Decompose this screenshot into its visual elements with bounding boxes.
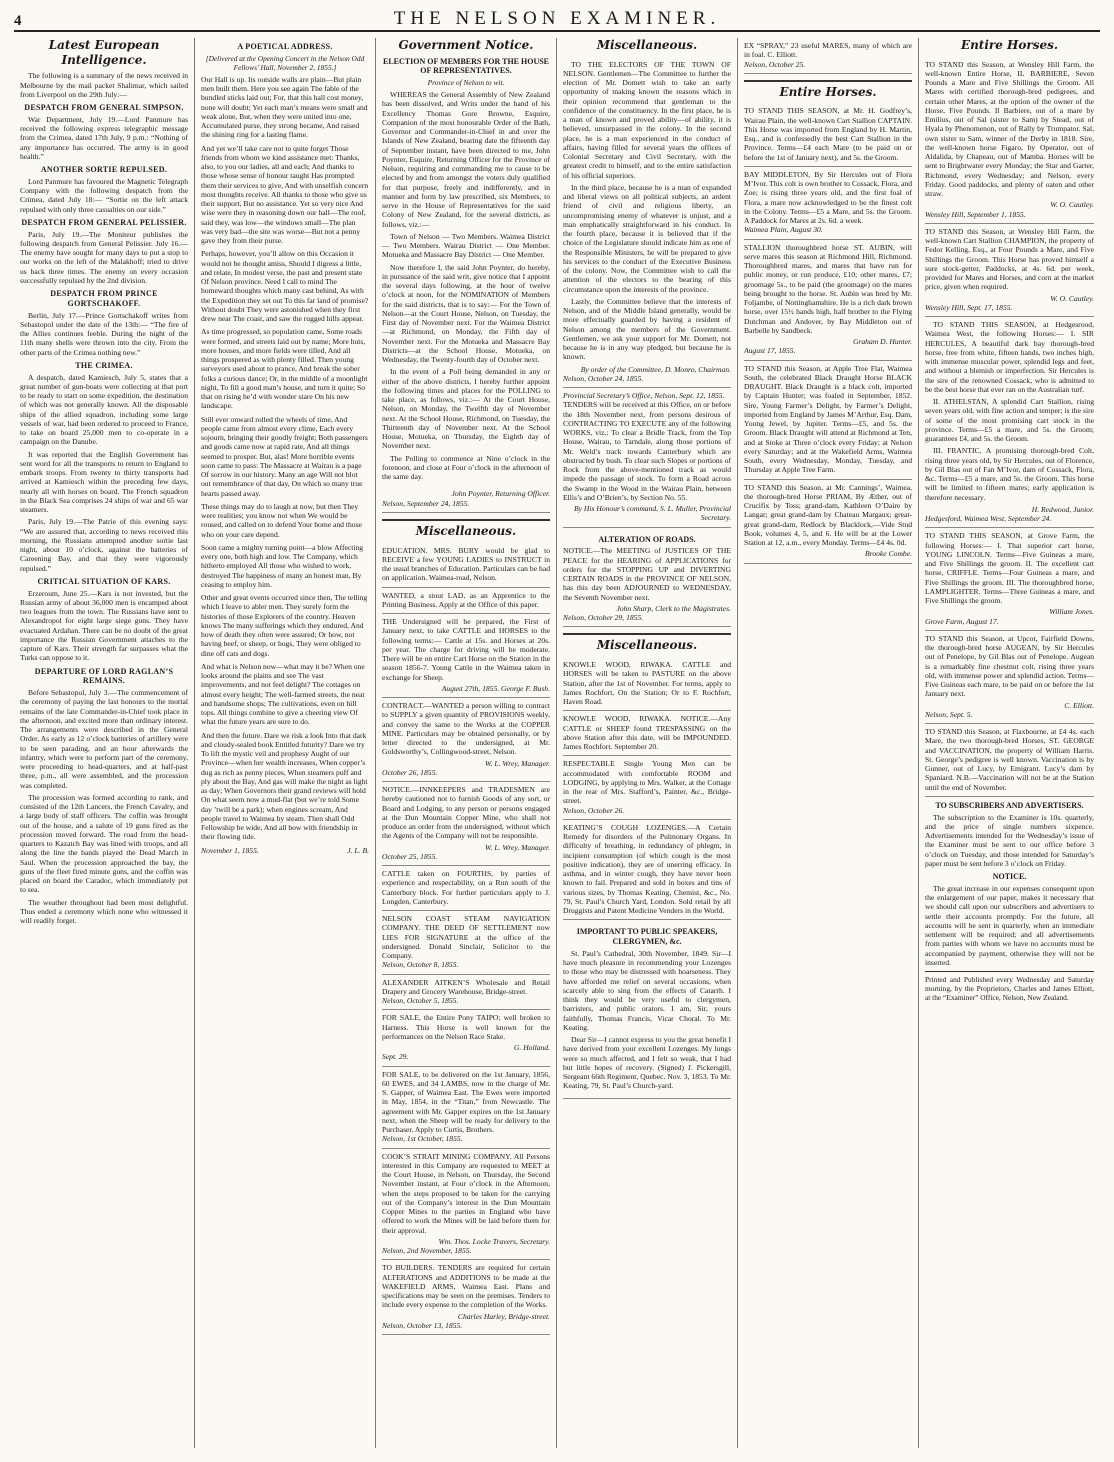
article-heading: DESPATCH FROM GENERAL SIMPSON.	[24, 103, 184, 112]
article-text: A despatch, dated Kamiesch, July 5, states that a great number of gun-boats were collecting at that port to be ready to start on some expedition, the destination of which was not generally known. All the disposable ships of the allied squadron, including some large vessels of war, had been ordered to proceed to France, to take on board 25,000 men to co-operate in a campaign on the Danube.	[20, 372, 188, 447]
notice-districts: Town of Nelson — Two Members. Waimea District — Two Members. Wairau District — One Member. Motueka and Massacre Bay District — One Member.	[382, 231, 550, 260]
ad-date: Grove Farm, August 17.	[925, 616, 999, 626]
advertisement	[925, 631, 1094, 724]
poem-stanza: And yet we’ll take care not to quite forget Those friends from whom we kind assistance met: Thanks, also, to you our ladies, all and each; And thanks to those whose sense of honour taught Has prompted them their services to give, And with unselfish concern most thoughts receive. All thanks to those who give us their support, But no assistance. Yet so very nice And wise were they in reasoning down our hall—The roof, said they, was low—the windows small—The plan was very bad—the site was worse—But not a penny gave they from their purse.	[201, 143, 369, 246]
ad-heading: IMPORTANT TO PUBLIC SPEAKERS, CLERGYMEN, &c.	[576, 927, 718, 946]
column-5	[738, 38, 919, 1448]
ad-text: TO STAND THIS SEASON, at Hedgesrood, Waimea West, the following Horses:— I. SIR HERCULES, A beautiful dark bay thorough-bred horse, free from white, fifteen hands, two inches high, with immense muscular power, splendid legs and feet, and without a blemish or imperfection. Sir Hercules is the sire of the renowned Cossack, who is admitted to be the best horse that ever ran on the Australian turf.	[925, 320, 1094, 394]
ad-signature: By order of the Committee, D. Monro, Chairman.	[580, 364, 731, 374]
section-heading: Entire Horses.	[960, 38, 1059, 52]
advertisement	[744, 103, 912, 167]
ad-signature: G. Holland.	[513, 1043, 550, 1053]
section-heading: Miscellaneous.	[382, 519, 550, 539]
poem-stanza: Perhaps, however, you’ll allow on this Occasion it would not be thought amiss, Should I digress a little, and relate, In modest verse, the past and present state Of Nelson province. Need I call to mind The homeward thoughts which many cast behind, As with the Expedition they set out To this far land of promise? Without doubt They were astonished when they first drew near The coast, and saw the rugged hills appear.	[201, 249, 369, 324]
notice-text: In the event of a Poll being demanded in any or either of the above districts, I hereby further appoint the following times and places for the POLLING to take place, as follows, viz.:— At the Court House, Nelson, on Monday, the Twelfth day of November next. At the School House, Richmond, on Tuesday, the Thirteenth day of November next. At the School House, Motueka, on Thursday, the Eighth day of November next.	[382, 367, 550, 451]
advertisement	[744, 240, 912, 361]
article-text: The following is a summary of the news received in Melbourne by the mail packet Shalimar, which sailed from Liverpool on the 29th July:—	[20, 71, 188, 99]
ad-date: Nelson, October 29, 1855.	[563, 613, 644, 623]
section-heading: Miscellaneous.	[596, 38, 698, 52]
ad-text: KEATING’S COUGH LOZENGES.—A Certain Remedy for disorders of the Pulmonary Organs. In difficulty of breathing, in redundancy of phlegm, in incipient consumption (of which cough is the most positive indication), they are of unerring efficacy. In asthma, and in winter cough, they have never been known to fail. Prepared and sold in boxes and tins of various sizes, by Thomas Keating, Chemist, &c., No. 79, St. Paul’s Church Yard, London. Sold retail by all Druggists and Patent Medicine Venders in the World.	[563, 822, 731, 915]
ad-text: STALLION thoroughbred horse ST. AUBIN, will serve mares this season at Richmond Hill, Richmond. Thoroughbred mares, and mares that have run for public money, or run produce, £10; other mares, £7; groomage 5s., to be paid (the groomage) on the mares being brought to the horse. St. Aubin was bred by Mr. Foljambe, of Nottinghamshire. He is a rich dark brown horse, over 15½ hands high, half brother to the Flying Dutchman and Andover, by Bay Middleton out of Barbelle by Sandbeck.	[744, 242, 912, 335]
article-heading: DESPATCH FROM GENERAL PELISSIER.	[21, 217, 187, 227]
column-2	[195, 38, 376, 1448]
ad-text: TO STAND this Season, at Wensley Hill Farm, the well-known Entire Horse, IL BARBIERE, Seven Pounds a Mare and Five Shillings the Groom. All Mares with certified thorough-bred pedigrees, and certain other Mares, at the option of the owner of the Horse, Five Pounds. Il Barbiere, out of a mare by Emilius, out of Sal (sister to Sam) by Stead, out of Hyala by Phenomenon, out of Rally by Trumpator. Sal, own sister to Sam, winner of the Derby in 1818. Sire, the well-known horse Figaro, by Operator, out of Aldalida, by Chapeau, out of Mamba. Horses will be sent to Brightwater every Monday; the Star and Garter, Richmond, every Wednesday; and Nelson, every Friday. Good paddocks, and plenty of oaten and other straw.	[925, 59, 1094, 199]
ad-text: TO STAND THIS SEASON, at Mr. H. Godfrey’s, Wairau Plain, the well-known Cart Stallion CAPTAIN. This Horse was imported from England by H. Martin, Esq., and is confessedly the best Cart Stallion in the Province. Terms—£4 each Mare (to be paid on or before the 1st of January next), and 5s. the Groom.	[744, 106, 912, 162]
advertisement	[744, 167, 912, 240]
ad-text: III. FRANTIC, A promising thorough-bred Colt, rising three years old, by Sir Hercules, out of Florence, by Gil Blas out of Fan M’Ivor, dam of Cossack, Flora, &c. Terms—£5 a mare, and 5s. the Groom. This horse will be limited to fifteen mares; early application is therefore necessary.	[925, 446, 1094, 502]
ad-text: In the third place, because he is a man of expanded and liberal views on all political subjects, an ardent friend of civil and religious liberty, an uncompromising enemy of whatever is unjust, and a man emphatically straightforward in his conduct. In the fourth place, because it is believed that if the choice of the Legislature should indicate him as one of the Responsible Ministers, he will be prepared to give his services to the conduct of the Executive Business of the colony. Now, the Committee wish to call the attention of the electors to the bearing of this circumstance upon the interests of the province.	[563, 182, 731, 294]
article-heading: THE CRIMEA.	[75, 360, 133, 370]
ad-text: KNOWLE WOOD, RIWAKA. NOTICE.—Any CATTLE or SHEEP found TRESPASSING on the above Station after this date, will be IMPOUNDED. James Rochfort. September 20.	[563, 714, 731, 751]
notice-signature-block	[382, 484, 550, 513]
article-text: War Department, July 19.—Lord Panmure has received the following express telegraphic message from the Crimea, dated 17th July, 9 p.m.: “Nothing of any importance has occurred. The army is in good health.”	[20, 114, 188, 161]
section-heading: Latest European Intelligence.	[48, 38, 160, 67]
ad-signature: W. L. Wrey, Manager.	[484, 758, 550, 768]
article-heading: DEPARTURE OF LORD RAGLAN’S REMAINS.	[34, 666, 174, 686]
ad-text: EDUCATION. MRS. BURY would be glad to RECEIVE a few YOUNG LADIES to INSTRUCT in the usual branches of Education. Particulars can be had on application. Waimea-road, Nelson.	[382, 545, 550, 583]
ad-signature: Graham D. Hunter.	[852, 337, 912, 347]
ad-text: TO BUILDERS. TENDERS are required for certain ALTERATIONS and ADDITIONS to be made at the WAKEFIELD ARMS, Waimea East. Plans and specifications may be seen on the premises. Tenders to include every expense to the completion of the Works.	[382, 1263, 550, 1310]
notice-text: The great increase in our expenses consequent upon the enlargement of our paper, makes it necessary that we should call upon our subscribers and advertisers to settle their accounts promptly. For the future, all accounts will be sent in quarterly, when an immediate settlement will be required; and all advertisements from parties with whom we have no accounts must be accompanied by payment, otherwise they will not be inserted.	[925, 883, 1094, 967]
poem-subtitle: [Delivered at the Opening Concert in the Nelson Odd Fellows’ Hall, November 2, 1855.]	[205, 53, 365, 72]
notice-text: WHEREAS the General Assembly of New Zealand has been dissolved, and Writs under the hand of his Excellency Thomas Gore Browne, Esquire, Companion of the most honourable Order of the Bath, Governor and Commander-in-Chief in and over the Islands of New Zealand, bearing date the fifteenth day of September instant, have been directed to me, John Poynter, Esquire, Returning Officer for the Province of Nelson, requiring and commanding me to cause to be elected by and from amongst the voters duly qualified for that purpose, freely and indifferently, and in manner and form by law prescribed, six Members, to serve in the House of Representatives for the said Colony of New Zealand, for the several districts, as follows, viz.:—	[382, 90, 550, 229]
article-text: Paris, July 19.—The Moniteur publishes the following despatch from General Pelissier. July 16.—The enemy have sought for many days to put a stop to our works on the left of the Malakhoff; tried to drive us back three times. The enemy on every occasion successfully repulsed by the 2nd division.	[20, 229, 188, 285]
advertisement	[744, 361, 912, 480]
ad-text: TO STAND this Season, at Apple Tree Flat, Waimea South, the celebrated Black Draught Horse BLACK DRAUGHT. Black Draught is a black colt, imported by Captain Hunter; was foaled in September, 1852. Sire, Young Farmer’s Delight, by Farmer’s Delight, imported from England by James M’Arthur, Esq. Dam, Young Jewel, by Jupiter. Terms—£5, and 5s. the Groom. Black Draught will attend at Richmond at Ten, and at Stoke at Three o’clock every Friday; at Nelson every Saturday; and at the Wakefield Arms, Waimea South, every Wednesday, Monday, Tuesday, and Thursday at Apple Tree Farm.	[744, 363, 912, 475]
article-text: Paris, July 19.—The Patrie of this evening says: “We are assured that, according to news received this morning, the Russians attempted another sortie last night, about 10 o’clock, against the batteries of Careening Bay, and that they were vigorously repulsed.”	[20, 517, 188, 573]
advertisement	[382, 588, 550, 615]
ad-signature: W. O. Cautley.	[1050, 200, 1094, 210]
ad-date: Nelson, October 26.	[563, 805, 625, 815]
article-text: Before Sebastopol, July 3.—The commencement of the ceremony of paying the last honours to the mortal remains of the late Commander-in-Chief took place in the afternoon, and excited more than ordinary interest. The arrangements were described in the General Order. As early as 12 o’clock batteries of artillery were to be seen parading, and an hour afterwards the infantry, which were to perform part of the ceremony, were proceeding to head-quarters, and at half-past three, p.m., all were assembled, and the procession was completed.	[20, 688, 188, 790]
advertisement	[563, 920, 731, 1098]
ad-date: Wensley Hill, Sept. 17, 1855.	[925, 302, 1013, 312]
notice-text: Now therefore I, the said John Poynter, do hereby, in pursuance of the said writ, give notice that I appoint the several days following, at the hour of twelve o’clock at noon, for the NOMINATION of Members for the said districts, that is to say:— For the Town of Nelson—at the Court House, Nelson, on Tuesday, the First day of November next. For the Waimea District—at Richmond, on Monday, the Fifth day of November next. For the Motueka and Massacre Bay Districts—at the School House, Motueka, on Wednesday, the Twenty-fourth day of October next.	[382, 262, 550, 365]
poem-title: A POETICAL ADDRESS.	[237, 42, 333, 51]
advertisement	[925, 724, 1094, 797]
ad-signature: H. Redwood, Junior.	[1031, 504, 1094, 514]
notice-heading: NOTICE.	[992, 872, 1027, 882]
ad-date: Nelson, October 25.	[744, 59, 806, 69]
subscribers-text: The subscription to the Examiner is 10s. quarterly, and the price of single numbers sixpence. Advertisements intended for the Wednesday’s issue of the Examiner must be sent to our office before 3 o’clock on Tuesday, and those intended for Saturday’s paper must be sent before 3 o’clock on Friday.	[925, 812, 1094, 868]
column-3	[376, 38, 557, 1448]
advertisement	[925, 224, 1094, 317]
columns	[14, 38, 1100, 1448]
ad-date: Nelson, Sept. 5.	[925, 709, 973, 719]
article-text: The procession was formed according to rank, and consisted of the 12th Lancers, the French Cavalry, and a large body of staff officers. The coffin was brought out of the house, and a salute of 19 guns fired as the procession moved forward. The road from the head-quarters to Kazatch Bay was lined with troops, and all along the line the bands played the Dead March in Saul. When the procession approached the bay, the guns of the fleet fired minute guns, and the coffin was placed on board the Caradoc, which immediately put to sea.	[20, 792, 188, 895]
page-number: 4	[14, 13, 22, 29]
advertisement	[744, 38, 912, 74]
advertisement	[744, 480, 912, 564]
article-text: The weather throughout had been most delightful. Thus ended a ceremony which none who witnessed it will readily forget.	[20, 897, 188, 925]
ad-text: TO STAND this Season, at Wensley Hill Farm, the well-known Cart Stallion CHAMPION, the property of Fedor Kelling, Esq., at Four Pounds a Mare, and Five Shillings the Groom. This Horse has proved himself a sure stock-getter, Paddocks, at 4s. 6d. per week, provided for Mares and Horses, and corn at the market price, given when required.	[925, 226, 1094, 292]
poem-signoff	[201, 846, 369, 855]
poem-stanza: And then the future. Dare we risk a look Into that dark and cloudy-sealed book Entitled futurity? Dare we try To lift the mystic veil and prophesy Aught of our Province—when her wealth increases, When copper’s dug as rich as penny pieces, When steamers puff and ply about the Bay, And gas will make the night as light as day; When Governors their grand reviews will hold On what seem now a mud-flat (but we’re told Some day ’twill be a park); when engines scream, And people travel to Waimea by steam. Then shall Odd Fellowship be wide, And all bow with friendship in their flowing tide.	[201, 730, 368, 842]
article-heading: CRITICAL SITUATION OF KARS.	[37, 576, 171, 586]
printer-imprint: Printed and Published every Wednesday and Saturday morning, by the Proprietors, Charles and James Elliott, at the “Examiner” Office, Nelson, New Zealand.	[925, 971, 1094, 1002]
ad-text: FOR SALE, the Entire Pony TAIPO; well broken to Harness. This Horse is well known for the performances on the Nelson Race Stake.	[382, 1013, 550, 1041]
ad-text: TO STAND THIS SEASON, at Grove Farm, the following Horses:— I. That superior cart horse, YOUNG LINCOLN. Terms—Five Guineas a mare, and Five Shillings the groom. II. The excellent cart horse, CRIFFLE. Terms—Four Guineas a mare, and Five Shillings the groom. III. The thoroughbred horse, LAMPLIGHTER. Terms—Three Guineas a mare, and Five Shillings the groom.	[925, 531, 1094, 606]
ad-text: COOK’S STRAIT MINING COMPANY. All Persons interested in this Company are requested to MEET at the Court House, in Nelson, on Thursday, the Second November instant, at Four o’clock in the Afternoon, when the steps proposed to be taken for the carrying out of the Company’s interest in the Dun Mountain Copper Mines to the parties in England who have offered to work the Mines will be laid before them for their approval.	[382, 1151, 550, 1235]
ad-signature: Wm. Thos. Locke Travers, Secretary.	[438, 1236, 550, 1246]
ad-signature: C. Elliott.	[1064, 700, 1094, 710]
advertisement	[382, 614, 550, 698]
ad-signature: William Jones.	[1049, 607, 1094, 617]
advertisement	[382, 1260, 550, 1335]
advertisement	[382, 975, 550, 1011]
ad-date: Nelson, October 8, 1855.	[382, 960, 459, 970]
ad-date: Provincial Secretary’s Office, Nelson, Sept. 12, 1855.	[563, 391, 725, 401]
section-heading: Entire Horses.	[744, 80, 912, 100]
poem-date: November 1, 1855.	[201, 845, 259, 855]
ad-date: Waimea Plain, August 30.	[744, 225, 823, 235]
ad-text: CATTLE taken on FOURTHS, by parties of experience and respectability, on a Run south of the Canterbury block. For further particulars apply to J. Longden, Canterbury.	[382, 869, 550, 906]
advertisement	[563, 388, 731, 528]
advertisement	[382, 543, 550, 588]
advertisement	[925, 317, 1094, 528]
ad-text: THE Undersigned will be prepared, the First of January next, to take CATTLE and HORSES to the following terms:— Cattle at 15s. and Horses at 20s. per year. The charge for driving will be moderate. There will be on entire Cart Horse on the Station in the season 1856-7. Young Cattle in the Waimea taken in exchange for Sheep.	[382, 617, 550, 682]
ad-date: Nelson, October 24, 1855.	[563, 373, 644, 383]
column-6	[919, 38, 1100, 1448]
advertisement	[382, 1010, 550, 1066]
ad-signature: Brooke Combe.	[865, 549, 912, 559]
newspaper-title: THE NELSON EXAMINER.	[393, 8, 721, 29]
ad-text: FOR SALE, to be delivered on the 1st January, 1856, 60 EWES, and 34 LAMBS, now in the charge of Mr. S. Gapper, of Waimea East. The Ewes were imported in May, 1854, in the “Titan,” from Newcastle. The agreement with Mr. Gapper expires on the 1st January next, when the Sheep will be ready for delivery to the Purchaser. Apply to Curtis, Brothers.	[382, 1069, 550, 1135]
advertisement	[382, 1067, 550, 1149]
section-heading: Government Notice.	[398, 38, 534, 52]
advertisement	[563, 657, 731, 711]
ad-date: October 26, 1855.	[382, 767, 438, 777]
advertisement	[382, 782, 550, 866]
poem-stanza: As time progressed, so population came, Some roads were formed, and streets laid out by name; More huts, more houses, and more fields were tilled, And all things prospered as with plenty filled. Then young surveyors used about to prance, And break the sober folks a curious dance; Or, in the middle of a moonlight night, To fill a good man’s house, and turn it quite; So that on rising he’d with wonder stare On his new landscape.	[201, 327, 368, 411]
notice-date: Nelson, September 24, 1855.	[382, 498, 470, 508]
article-text: Erzeroum, June 25.—Kars is not invested, but the Russian army of about 36,000 men is encamped about two leagues from the town. The Russians have sent to Alexandropol for eight large siege guns. They have evacuated Ardahan. There can be no doubt of the great importance the Russian Government attaches to the capture of Kars. Their strength far surpasses what the Turks can oppose to it.	[20, 588, 188, 663]
ad-date: Nelson, 1st October, 1855.	[382, 1134, 463, 1144]
article-text: Berlin, July 17.—Prince Gortschakoff writes from Sebastopol under the date of the 13th:— “The fire of the Allies continues feeble. During the night of the 11th many shells were thrown into the city. From the other parts of the Crimea nothing new.”	[20, 310, 188, 357]
ad-date: Wensley Hill, September 1, 1855.	[925, 209, 1026, 219]
ad-text: Lastly, the Committee believe that the interests of Nelson, and of the Middle Island generally, would be more effectually guarded by having a resident of Nelson among the members of the Government. Gentlemen, we ask your support for Mr. Domett, not because he is in any way pledged, but because he is known.	[563, 296, 731, 362]
ad-signature: August 27th, 1855. George F. Bush.	[441, 683, 550, 693]
advertisement	[382, 911, 550, 975]
poem-stanza: And what is Nelson now—what may it be? When one looks around the plains and see The vast improvements, and not feel delight? The cottages on almost every height; The well-farmed streets, the neat and handsome shops; The cultivations, even on hill tops. All things combine to give a cheering view Of what the future years are sure to do.	[201, 661, 365, 727]
ad-text: RESPECTABLE Single Young Men can be accommodated with comfortable ROOM and LODGING, by applying to Mrs. Walker, at the Cottage in the rear of Mrs. Stafford’s, Painter, &c., Bridge-street.	[563, 759, 731, 806]
advertisement	[382, 866, 550, 911]
column-4	[557, 38, 738, 1448]
ad-text: KNOWLE WOOD, RIWAKA. CATTLE and HORSES will be taken to PASTURE on the above Station, after the 1st of November. For terms, apply to James Rochfort, On the Station; Or to F. Rochfort, Haven Road.	[563, 660, 731, 706]
ad-text: Dear Sir—I cannot express to you the great benefit I have derived from your excellent Lozenges. My lungs were so much affected, and I felt so weak, that I had but little hopes of recovery. (Signed) J. Pickersgill, Sergeant 66th Regiment, Quebec. Nov. 3, 1853. To Mr. Keating, 79, St. Paul’s Church-yard.	[563, 1035, 731, 1091]
poem-stanza: Still ever onward rolled the wheels of time, And people came from almost every clime, Each every sojourn, bringing their goodly freight; Both passengers and goods came now at rapid rate, And all things seemed to prosper. But, alas! More horrible events soon came to pass: The Massacre at Wairau is a page Of sorrow in our history. Many an age Will not blot out remembrance of that day, On which so many true hearts passed away.	[201, 414, 368, 498]
article-text: Lord Panmure has favoured the Magnetic Telegraph Company with the following despatch from the Crimea, dated July 18:— “Sortie on the left attack repulsed with only three casualties on our side.”	[20, 176, 188, 214]
ad-date: October 25, 1855.	[382, 851, 438, 861]
ad-text: NOTICE.—The MEETING of JUSTICES OF THE PEACE for the HEARING of APPLICATIONS for orders for the STOPPING UP and DIVERTING CERTAIN ROADS in the PROVINCE OF NELSON, has this day been ADJOURNED to WEDNESDAY, the Seventh November next.	[563, 546, 731, 602]
ad-text: TO STAND this Season, at Flaxbourne, at £4 4s. each Mare, the two thorough-bred Horses, ST. GEORGE and VACCINATION, the property of William Harris. St. George’s pedigree is well known. Vaccination is by Gunner, out of Lucy, by Emigrant. Lucy’s dam by Spaniard. N.B.—Vaccination will not be at the Station until the end of November.	[925, 727, 1094, 792]
ad-text: CONTRACT.—WANTED a person willing to contract to SUPPLY a given quantity of PROVISIONS weekly, and convey the same to the Works at the COPPER MINE. Particulars may be obtained personally, or by letter directed to the undersigned, at Mr. Goldsworthy’s, Collingwood-street, Nelson.	[382, 701, 550, 757]
ad-text: WANTED, a stout LAD, as an Apprentice to the Printing Business. Apply at the Office of this paper.	[382, 590, 550, 609]
advertisement	[563, 820, 731, 921]
ad-text: TO STAND this Season, at Upcot, Fairfield Downs, the thorough-bred horse AUGEAN, by Sir Hercules out of Penelope, by Gil Blas out of Penelope. Augean is a remarkably fine chestnut colt, rising three years old, with immense power and splendid action. Terms—Five Guineas each mare, to be paid on or before the 1st January next.	[925, 633, 1094, 699]
ad-signature: By His Honour’s command, S. L. Muller, Provincial Secretary.	[574, 504, 731, 523]
ad-text: NELSON COAST STEAM NAVIGATION COMPANY. THE DEED OF SETTLEMENT now LIES FOR SIGNATURE at the office of the undersigned. Donald Sinclair, Solicitor to the Company.	[382, 914, 550, 961]
notice-province: Province of Nelson to wit.	[427, 78, 505, 88]
ad-text: BAY MIDDLETON, By Sir Hercules out of Flora M’Ivor. This colt is own brother to Cossack, Flora, and Zoe; is rising three years old, and the first foal of Flora, a mare now acknowledged to be the finest colt in the Colony. Terms—£5 a Mare, and 5s. the Groom. A Paddock for Mares at 2s. 6d. a week.	[744, 169, 912, 226]
notice-text: The Polling to commence at Nine o’clock in the forenoon, and close at Four o’clock in the afternoon of the same day.	[382, 453, 550, 482]
advertisement	[382, 1149, 550, 1261]
ad-date: Hedgesford, Waimea West, September 24.	[925, 514, 1052, 524]
ad-text: ALEXANDER AITKEN’S Wholesale and Retail Drapery and Grocery Warehouse, Bridge-street.	[382, 977, 550, 996]
poem-stanza: Our Hall is up. Its outside walls are plain—But plain men built them. Here you see again The fable of the bundled sticks laid out; For, that this hall cost money, none will doubt; Yet each man’s means were small and weak alone, But, when they were united into one, Accumulated purse, they strong became, And raised the shining ring for a lasting flame.	[201, 74, 368, 140]
ad-date: Nelson, October 13, 1855.	[382, 1320, 463, 1330]
ad-text: EX “SPRAY,” 23 useful MARES, many of which are in foal. C. Elliott.	[744, 41, 912, 60]
ad-date: Sept. 29.	[382, 1052, 409, 1062]
ad-signature: Charles Harley, Bridge-street.	[457, 1311, 550, 1321]
advertisement	[563, 57, 731, 389]
advertisement	[563, 756, 731, 820]
advertisement	[382, 698, 550, 782]
article-text: It was reported that the English Government has sent word for all the transports to return to England to embark troops. From twenty to thirty transports had arrived at Kamiesch within the preceding few days, nearly all with horses on board. The French squadron in the Black Sea comprises 24 ships of war and 65 war steamers.	[20, 449, 188, 514]
poem-stanza: Soon came a mighty turning point—a blow Affecting every one, both high and low. The Company, which hitherto employed All those who wished to work, destroyed The happiness of many an honest man, By ceasing to employ him.	[201, 542, 364, 589]
advertisement	[925, 528, 1094, 631]
column-1	[14, 38, 195, 1448]
article-heading: ANOTHER SORTIE REPULSED.	[40, 165, 168, 174]
poem-stanza: These things may do to laugh at now, but then They were realities; you know not when We would be roused, and called on to defend Your home and those who on your care depend.	[201, 501, 362, 539]
advertisement	[563, 711, 731, 756]
article-heading: DESPATCH FROM PRINCE GORTSCHAKOFF.	[50, 289, 158, 308]
notice-title: ELECTION OF MEMBERS FOR THE HOUSE OF REPRESENTATIVES.	[382, 56, 550, 76]
ad-text: TO THE ELECTORS OF THE TOWN OF NELSON. Gentlemen—The Committee to further the election of Mr. Domett wish to take an early opportunity of making known the reasons which in their opinion recommend that gentleman to the confidence of the constituency. In the first place, he is a man of known and proved ability—of ability, it is believed, unsurpassed in the colony. In the second place, he is a man experienced in the conduct of affairs, having filled for several years the offices of Colonial Secretary and Civil Secretary, with the greatest credit to himself, and to the entire satisfaction of his official superiors.	[563, 59, 731, 180]
advertisement	[925, 57, 1094, 224]
ad-text: St. Paul’s Cathedral, 30th November, 1849. Sir—I have much pleasure in recommending your Lozenges to those who may be distressed with hoarseness. They have afforded me relief on several occasions, when scarcely able to sing from the effects of Catarrh. I think they would be very useful to clergymen, barristers, and public orators. I am, Sir, yours faithfully, Thomas Francis, Vicar Choral. To Mr. Keating.	[563, 948, 731, 1032]
ad-signature: W. O. Cautley.	[1050, 293, 1094, 303]
ad-date: August 17, 1855.	[744, 346, 796, 356]
advertisement	[563, 528, 731, 628]
ad-signature: John Sharp, Clerk to the Magistrates.	[616, 603, 731, 613]
poem-stanza: Other and great events occurred since then, The telling which I leave to abler men. They surely form the histories of those Explorers of the country. Heaven knows The many sufferings which they endured, And how of death they often were assured; Or how, not having beef, or sheep, or hogs, They were obliged to dine off cats and dogs.	[201, 593, 368, 658]
ad-text: TENDERS will be received at this Office, on or before the 18th November next, from persons desirous of CONTRACTING TO EXECUTE any of the following WORKS, viz.: To clear a Bridle Track, from the Top House, Wairau, to Tarndale, along those portions of Mr. Weld’s track towards Canterbury which are obstructed by bush. To clear such Slopes or portions of Rock from the above-mentioned track as would impede the passage of stock. To form a Road across the Swamp in the Wood in the Wairau Plain, between Ellis’s and O’Brien’s, by Section No. 55.	[563, 400, 731, 502]
notice-signature: John Poynter, Returning Officer.	[451, 489, 550, 499]
ad-date: Nelson, October 5, 1855.	[382, 996, 459, 1006]
poem-author: J. L. B.	[347, 845, 369, 855]
ad-text: TO STAND this Season, at Mr. Cannings’, Waimea, the thorough-bred Horse PRIAM, By Æther, out of Crucifix by Toss; grand-dam, Kathleen O’Daire by Langar; great grand-dam by Chateau Margaux; great-great grand-dam, Redlock by Blacklock,—Vide Stud Book, volumes 4, 5, and 6. He will be at the Lower Station at 12, a.m., every Monday. Terms—£4 4s. 0d.	[744, 482, 912, 548]
ad-text: NOTICE.—INNKEEPERS and TRADESMEN are hereby cautioned not to furnish Goods of any sort, or Board and Lodging, to any person or persons engaged at the Dun Mountain Copper Mine, who shall not produce an order from the undersigned, without which the Agents of the Company will not be responsible.	[382, 785, 550, 841]
masthead	[14, 6, 1100, 32]
ad-text: II. ATHELSTAN, A splendid Cart Stallion, rising seven years old, with fine action and temper; is the sire of some of the most promising cart stock in the province. Terms—£5 a mare, and 5s. the Groom; guarantees £4, and 5s. the Groom.	[925, 397, 1094, 444]
ad-signature: W. L. Wrey, Manager.	[484, 842, 550, 852]
ad-heading: ALTERATION OF ROADS.	[598, 534, 696, 544]
section-heading: Miscellaneous.	[563, 633, 731, 653]
ad-date: Nelson, 2nd November, 1855.	[382, 1246, 472, 1256]
subscribers-heading: TO SUBSCRIBERS AND ADVERTISERS.	[935, 800, 1084, 810]
